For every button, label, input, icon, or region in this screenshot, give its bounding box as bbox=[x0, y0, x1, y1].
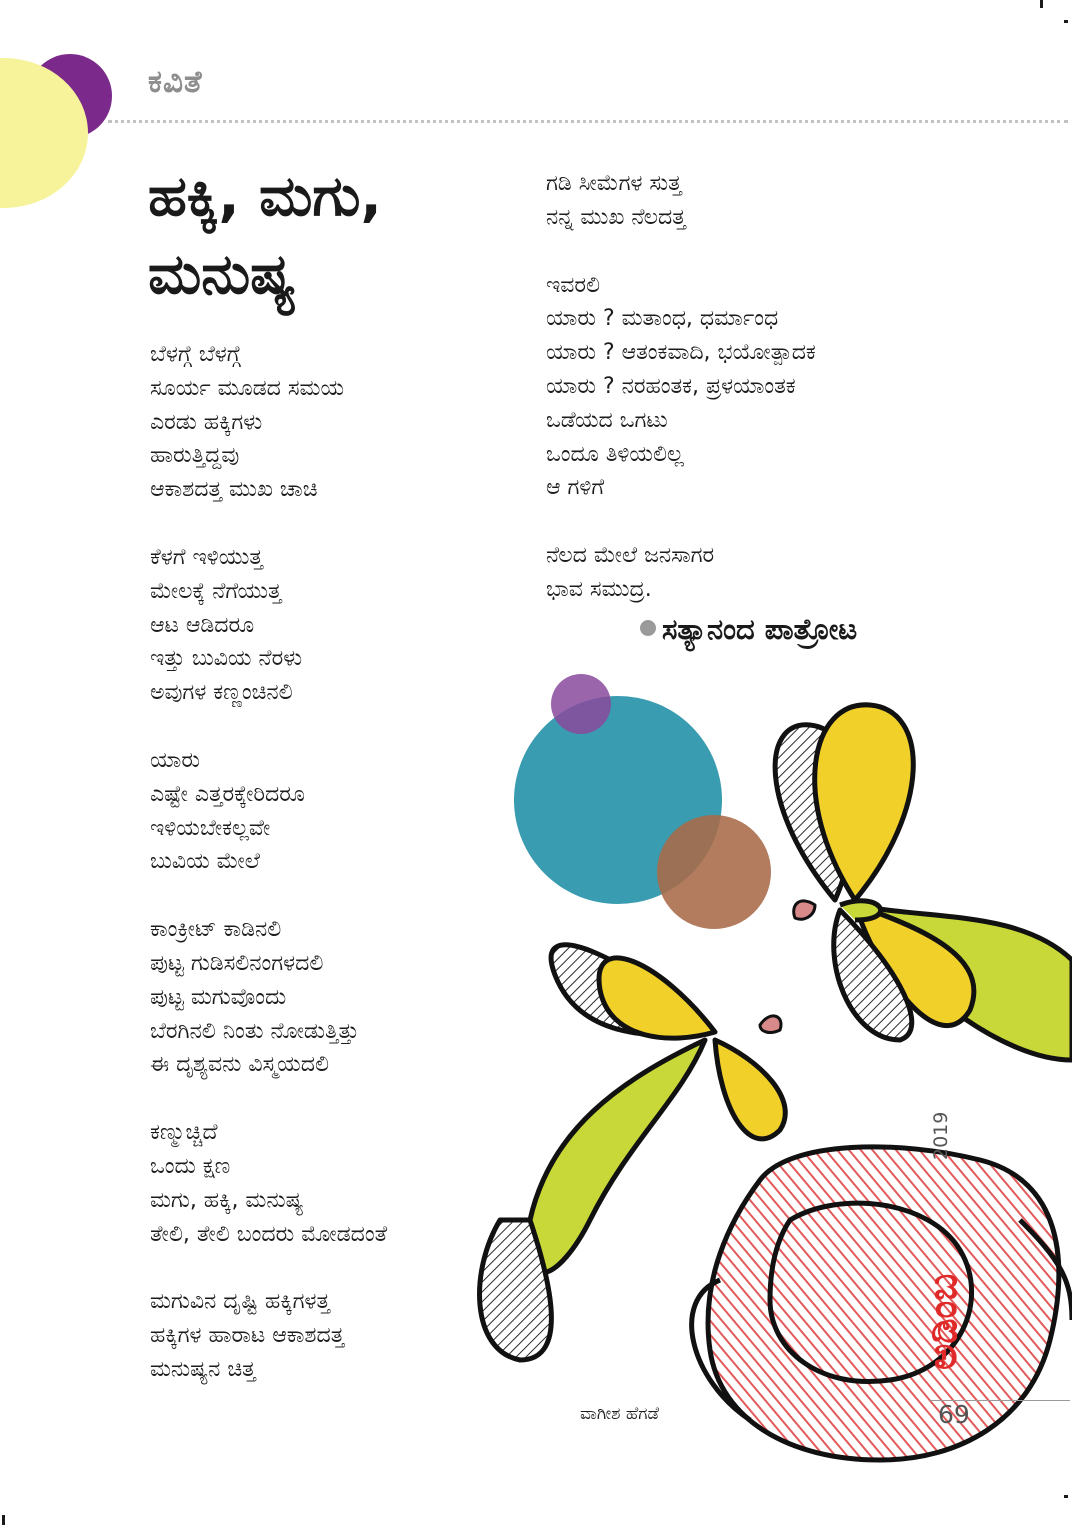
poem-line: ಮೇಲಕ್ಕೆ ನೆಗೆಯುತ್ತ bbox=[150, 578, 282, 604]
poem-line: ಮನುಷ್ಯನ ಚಿತ್ತ bbox=[150, 1356, 256, 1382]
crop-mark bbox=[1040, 0, 1043, 8]
page-number: 69 bbox=[938, 1400, 970, 1429]
poem-title bbox=[148, 158, 508, 314]
poem-line: ಕೆಳಗೆ ಇಳಿಯುತ್ತ bbox=[150, 544, 263, 570]
poem-line: ಯಾರು ? ಮತಾಂಧ, ಧರ್ಮಾಂಧ bbox=[546, 306, 779, 332]
poem-line: ಪುಟ್ಟ ಮಗುವೊಂದು bbox=[150, 984, 287, 1010]
poem-line: ಭಾವ ಸಮುದ್ರ. bbox=[546, 576, 652, 602]
poem-line: ಆಟ ಆಡಿದರೂ bbox=[150, 612, 255, 638]
stanza bbox=[150, 1116, 387, 1251]
stanza bbox=[150, 744, 387, 879]
side-magazine-logo: ಅಡಿಂಬ bbox=[920, 1273, 966, 1370]
brown-circle bbox=[657, 815, 771, 929]
poem-right-column bbox=[546, 167, 816, 641]
crop-mark bbox=[1064, 20, 1068, 23]
illustrator-credit: ವಾಗೀಶ ಹೆಗಡೆ bbox=[580, 1404, 659, 1424]
poem-line: ಬೆಳಗ್ಗೆ ಬೆಳಗ್ಗೆ bbox=[150, 342, 241, 367]
poem-line: ಕಾಂಕ್ರೀಟ್ ಕಾಡಿನಲಿ bbox=[150, 917, 282, 943]
poem-left-column bbox=[150, 338, 387, 1421]
poem-line: ಹಕ್ಕಿಗಳ ಹಾರಾಟ ಆಕಾಶದತ್ತ bbox=[150, 1323, 345, 1349]
stanza bbox=[150, 338, 387, 507]
poem-line: ತೇಲಿ, ತೇಲಿ ಬಂದರು ಮೋಡದಂತೆ bbox=[150, 1221, 388, 1247]
poem-illustration bbox=[460, 660, 1072, 1525]
poem-line: ಇಳಿಯಬೇಕಲ್ಲವೇ bbox=[150, 815, 271, 841]
poem-line: ಯಾರು ? ನರಹಂತಕ, ಪ್ರಳಯಾಂತಕ bbox=[546, 373, 796, 399]
poem-line: ಇತ್ತು ಬುವಿಯ ನೆರಳು bbox=[150, 646, 303, 672]
poem-line: ಆಕಾಶದತ್ತ ಮುಖ ಚಾಚಿ bbox=[150, 477, 318, 503]
poem-line: ಸೂರ್ಯ ಮೂಡದ ಸಮಯ bbox=[150, 375, 345, 401]
section-label: ಕವಿತೆ bbox=[148, 64, 203, 100]
poem-line: ಯಾರು bbox=[150, 747, 200, 773]
butterfly-upper bbox=[775, 705, 1072, 1060]
bullet-icon bbox=[640, 620, 656, 636]
poem-line: ನೆಲದ ಮೇಲೆ ಜನಸಾಗರ bbox=[546, 543, 715, 569]
author-byline bbox=[640, 612, 857, 647]
poem-line: ಆ ಗಳಿಗೆ bbox=[546, 475, 605, 501]
poem-line: ಮಗುವಿನ ದೃಷ್ಟಿ ಹಕ್ಕಿಗಳತ್ತ bbox=[150, 1289, 330, 1315]
poem-line: ಹಾರುತ್ತಿದ್ದವು bbox=[150, 443, 240, 469]
side-issue-date: 2019 bbox=[930, 1111, 952, 1160]
poem-line: ಒಡೆಯದ ಒಗಟು bbox=[546, 407, 668, 433]
poem-line: ಅವುಗಳ ಕಣ್ಣಂಚಿನಲಿ bbox=[150, 680, 293, 706]
stanza bbox=[150, 913, 387, 1082]
poem-line: ಈ ದೃಶ್ಯವನು ವಿಸ್ಮಯದಲಿ bbox=[150, 1052, 329, 1078]
poem-line: ಎಷ್ಟೇ ಎತ್ತರಕ್ಕೇರಿದರೂ bbox=[150, 781, 305, 807]
stanza bbox=[150, 541, 387, 710]
poem-line: ಇವರಲಿ bbox=[546, 272, 601, 298]
poem-line: ಎರಡು ಹಕ್ಕಿಗಳು bbox=[150, 409, 263, 435]
poem-line: ಕಣ್ಮುಚ್ಚಿದೆ bbox=[150, 1120, 218, 1146]
poem-line: ಬೆರಗಿನಲಿ ನಿಂತು ನೋಡುತ್ತಿತ್ತು bbox=[150, 1018, 359, 1044]
poem-line: ಒಂದು ಕ್ಷಣ bbox=[150, 1153, 231, 1179]
stanza bbox=[546, 539, 816, 607]
author-name: ಸತ್ಯಾನಂದ ಪಾತ್ರೋಟ bbox=[662, 612, 858, 646]
purple-small-circle bbox=[551, 674, 611, 734]
poem-line: ಯಾರು ? ಆತಂಕವಾದಿ, ಭಯೋತ್ಪಾದಕ bbox=[546, 340, 816, 366]
crop-mark bbox=[2, 1515, 5, 1525]
striped-flower bbox=[692, 1147, 1072, 1460]
poem-line: ಬುವಿಯ ಮೇಲೆ bbox=[150, 849, 260, 875]
title-line: ಹಕ್ಕಿ, ಮಗು, bbox=[148, 164, 382, 229]
poem-line: ಗಡಿ ಸೀಮೆಗಳ ಸುತ್ತ bbox=[546, 171, 682, 196]
stanza bbox=[546, 167, 816, 235]
poem-line: ಮಗು, ಹಕ್ಕಿ, ಮನುಷ್ಯ bbox=[150, 1187, 304, 1213]
title-line: ಮನುಷ್ಯ bbox=[148, 242, 297, 307]
dotted-divider bbox=[108, 120, 1068, 123]
poem-line: ನನ್ನ ಮುಖ ನೆಲದತ್ತ bbox=[546, 204, 686, 230]
poem-line: ಒಂದೂ ತಿಳಿಯಲಿಲ್ಲ bbox=[546, 441, 684, 467]
stanza bbox=[546, 269, 816, 506]
poem-line: ಪುಟ್ಟ ಗುಡಿಸಲಿನಂಗಳದಲಿ bbox=[150, 950, 324, 976]
stanza bbox=[150, 1285, 387, 1386]
